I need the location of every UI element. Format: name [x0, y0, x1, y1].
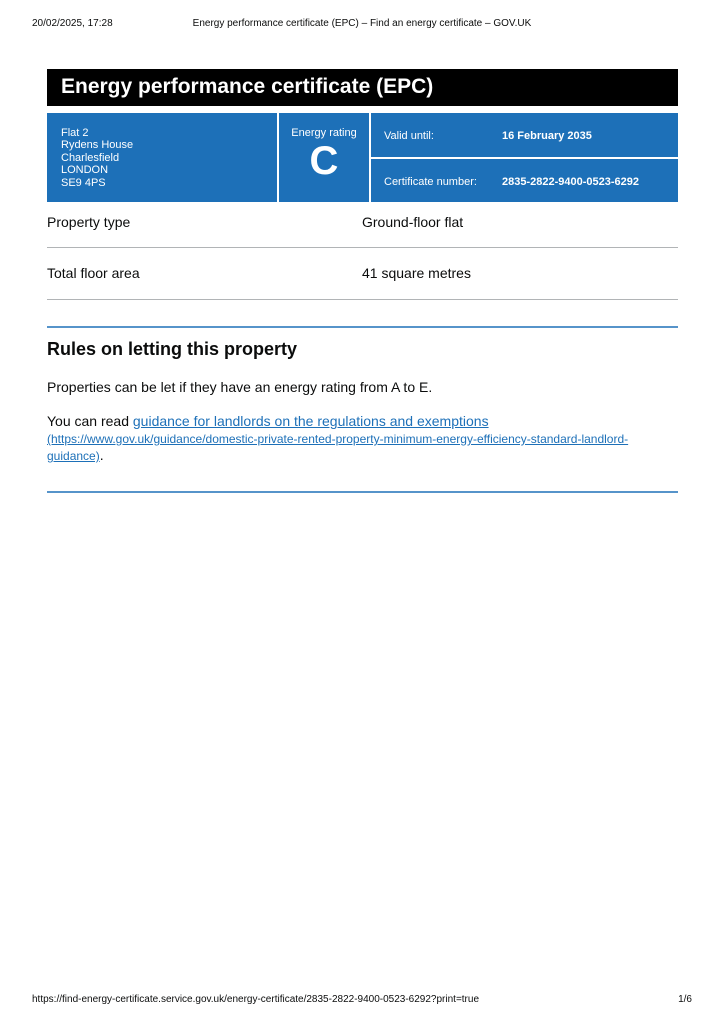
- floor-area-value: 41 square metres: [362, 265, 471, 281]
- guidance-prefix: You can read: [47, 413, 133, 429]
- guidance-link[interactable]: guidance for landlords on the regulations and exemptions: [132, 413, 489, 429]
- certificate-number-value: 2835-2822-9400-0523-6292: [502, 176, 640, 188]
- address-line-4: LONDON: [61, 164, 109, 177]
- property-type-row: [47, 204, 678, 248]
- floor-area-row: [47, 248, 678, 300]
- page-title: Energy performance certificate (EPC): [47, 69, 678, 106]
- address-postcode: SE9 4PS: [61, 176, 106, 189]
- floor-area-label: Total floor area: [47, 265, 140, 281]
- address-line-2: Rydens House: [61, 139, 134, 152]
- property-type-label: Property type: [47, 214, 131, 230]
- energy-rating-box: [279, 113, 369, 202]
- rules-paragraph: Properties can be let if they have an energy rating from A to E.: [47, 379, 433, 395]
- property-address: [47, 113, 277, 202]
- page-number: 1/6: [678, 994, 692, 1005]
- energy-rating-value: C: [309, 139, 339, 183]
- certificate-number-label: Certificate number:: [384, 176, 477, 188]
- print-header: [32, 18, 692, 32]
- guidance-paragraph: [47, 413, 647, 464]
- guidance-url-link[interactable]: (https://www.gov.uk/guidance/domestic-private-rented-property-minimum-energy-efficiency-standard-landlord-guidance): [47, 432, 629, 463]
- valid-until-label: Valid until:: [384, 130, 434, 142]
- certificate-summary: [47, 113, 678, 202]
- address-line-3: Charlesfield: [61, 151, 120, 164]
- address-line-1: Flat 2: [61, 127, 89, 139]
- rules-heading: Rules on letting this property: [47, 339, 298, 359]
- print-page-title: Energy performance certificate (EPC) – Find an energy certificate – GOV.UK: [192, 18, 532, 29]
- print-datetime: 20/02/2025, 17:28: [32, 18, 113, 29]
- guidance-suffix: .: [99, 447, 104, 463]
- print-footer: [32, 994, 692, 1008]
- certificate-number-cell: [371, 159, 678, 202]
- property-type-value: Ground-floor flat: [362, 214, 464, 230]
- valid-until-cell: [371, 113, 678, 157]
- valid-until-value: 16 February 2035: [502, 130, 592, 142]
- section-divider-bottom: [47, 491, 678, 493]
- section-divider-top: [47, 326, 678, 328]
- print-footer-url: https://find-energy-certificate.service.gov.uk/energy-certificate/2835-2822-9400-0523-6292?print=true: [32, 994, 480, 1005]
- energy-rating-label: Energy rating: [291, 127, 357, 139]
